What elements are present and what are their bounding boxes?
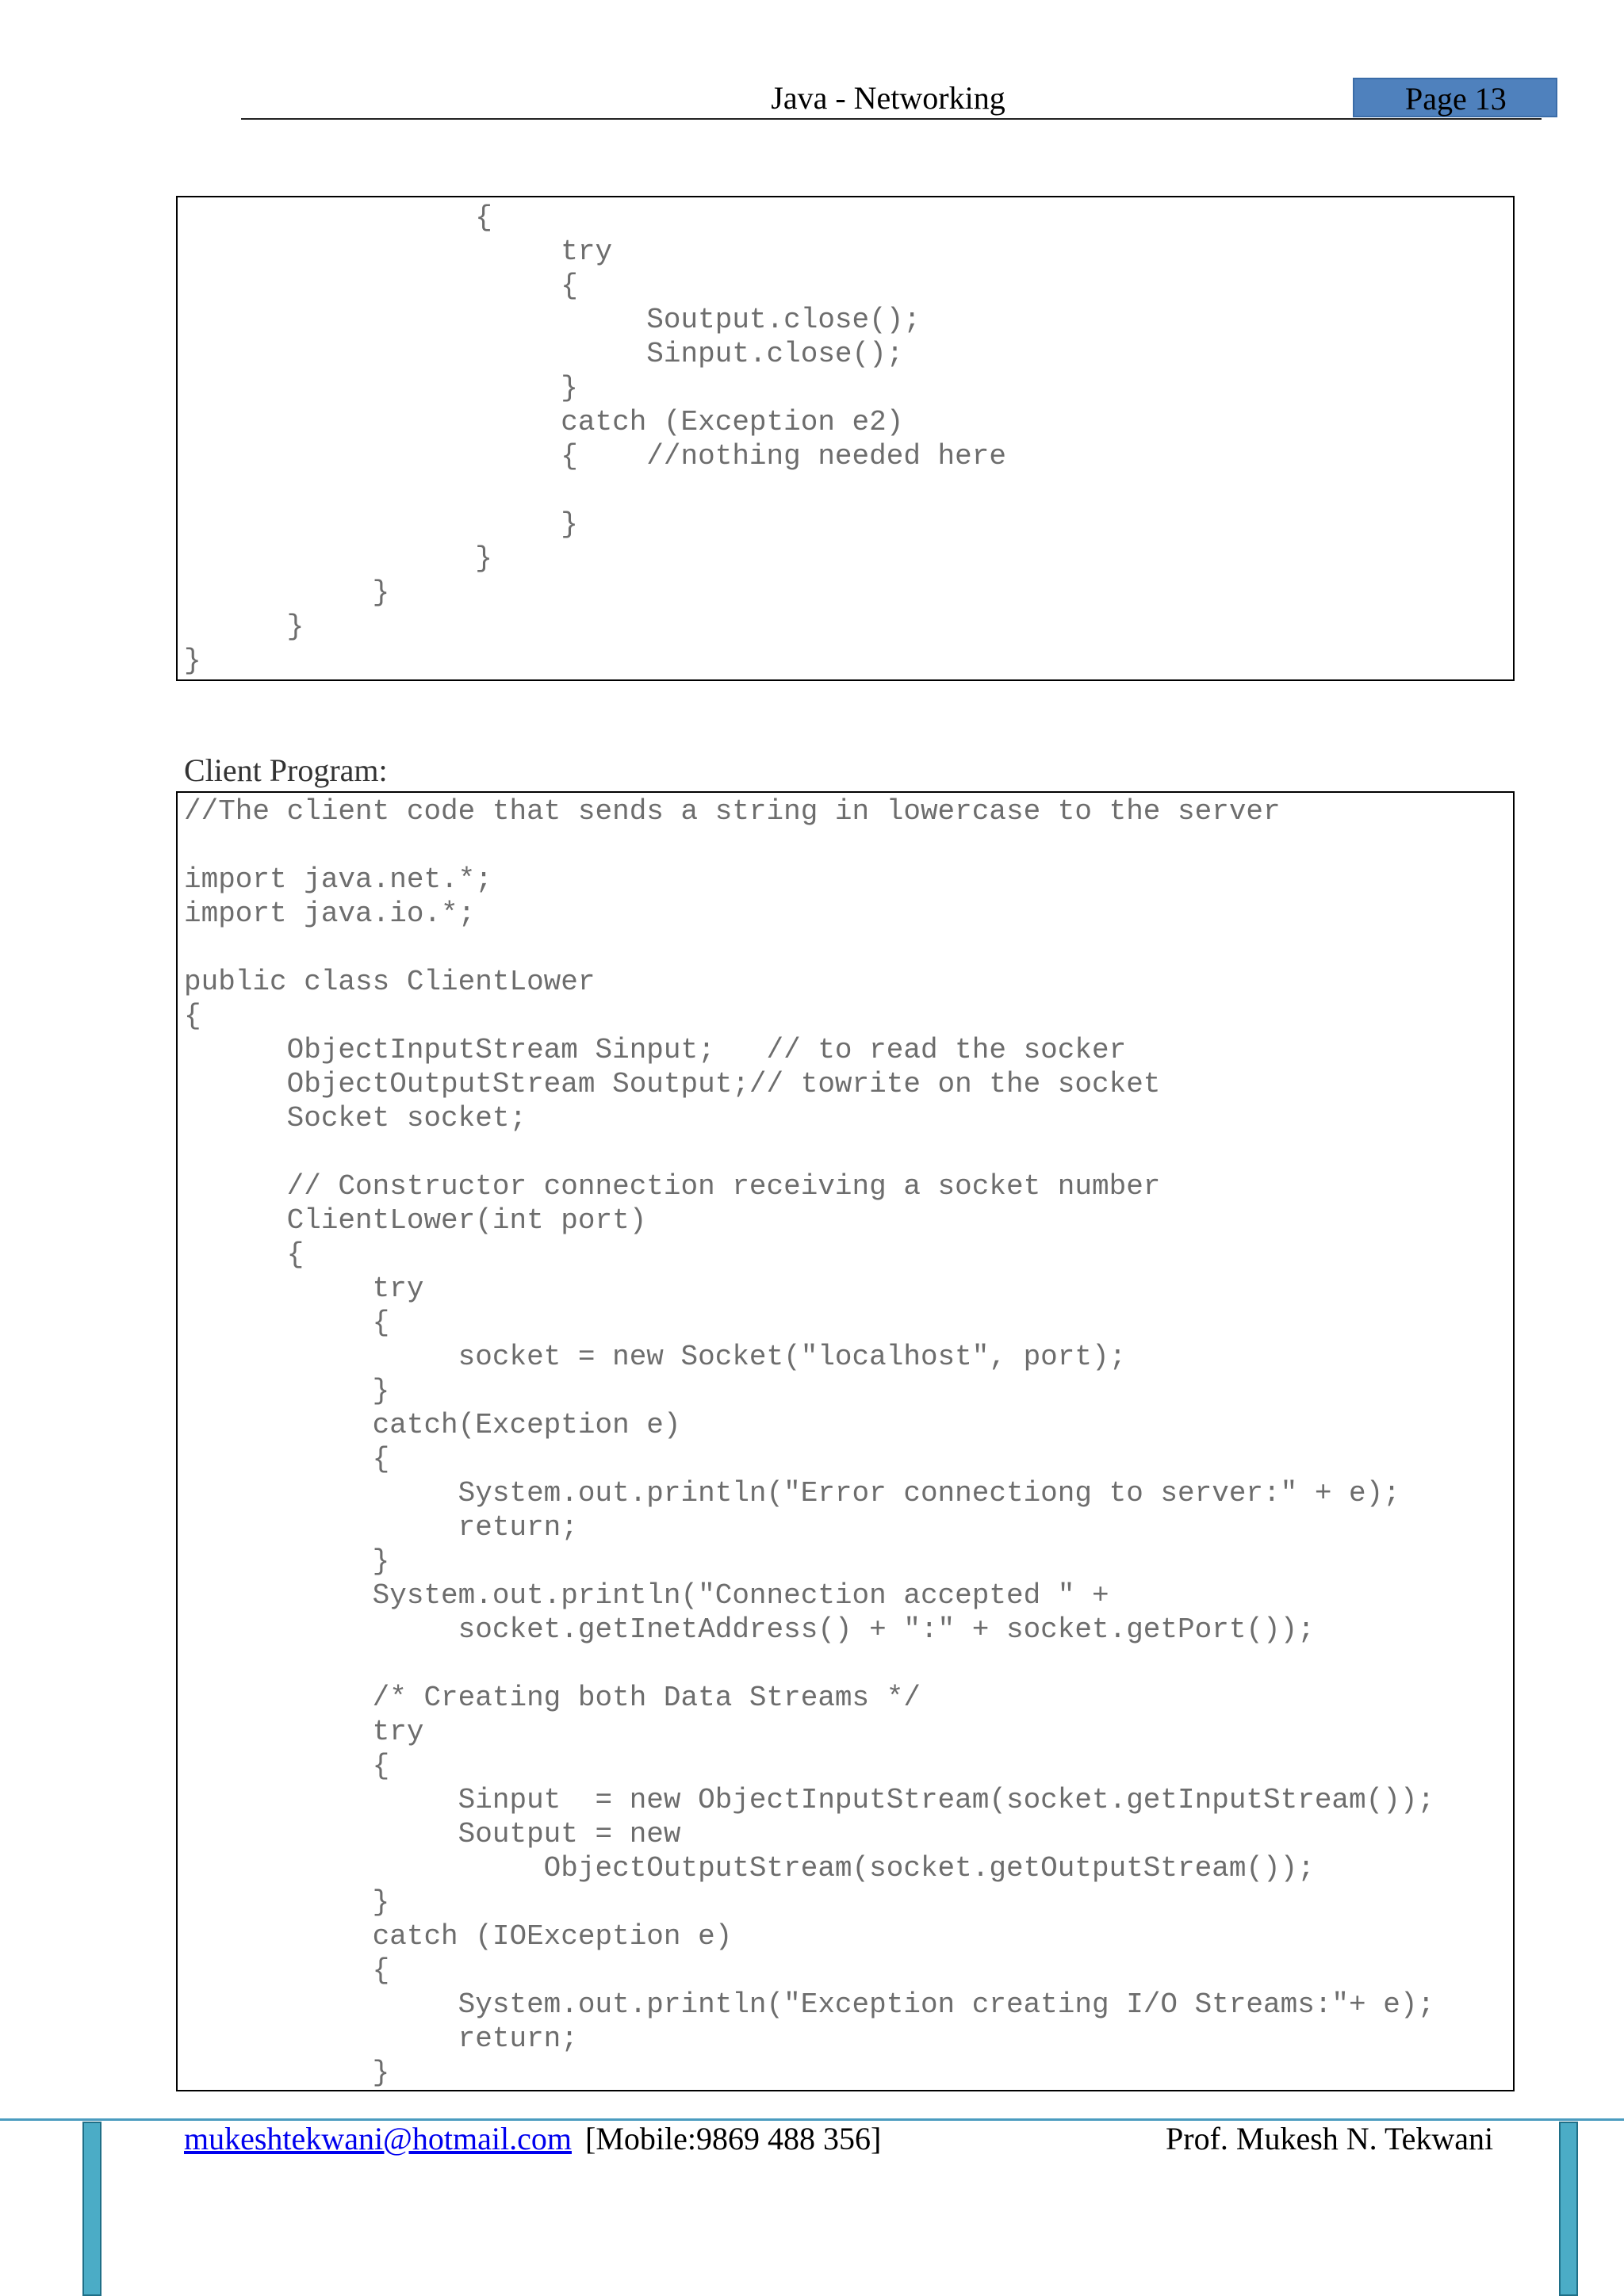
footer-email-link[interactable]: mukeshtekwani@hotmail.com bbox=[184, 2121, 572, 2156]
section-heading-client-program: Client Program: bbox=[184, 752, 388, 788]
document-title: Java - Networking bbox=[771, 80, 1005, 116]
code-block-server-end bbox=[176, 196, 1515, 681]
page-number-label: Page 13 bbox=[1405, 81, 1507, 117]
header-divider bbox=[241, 118, 1542, 120]
code-text-client-program: //The client code that sends a string in lowercase to the server import java.net.*; import java.io.*; public class ClientLower { ObjectInputStream Sinput; // to read the socker ObjectOutputStream Soutput;// towrite on the socket Socket socket; // Constructor connection receiving a socket number ClientLower(int port) { try { socket = new Socket("localhost", port); } catch(Exception e) { System.out.println("Error connectiong to server:" + e); return; } System.out.println("Connection accepted " + socket.getInetAddress() + ":" + socket.getPort()); /* Creating both Data Streams */ try { Sinput = new ObjectInputStream(socket.getInputStream()); Soutput = new ObjectOutputStream(socket.getOutputStream()); } catch (IOException e) { System.out.println("Exception creating I/O Streams:"+ e); return; } bbox=[184, 795, 1435, 2089]
footer-mobile-number: [Mobile:9869 488 356] bbox=[585, 2121, 882, 2156]
page-number-badge bbox=[1353, 78, 1557, 117]
footer-right-bar bbox=[1559, 2122, 1578, 2296]
code-text-server-end: { try { Soutput.close(); Sinput.close(); } catch (Exception e2) { //nothing needed here } } } } } bbox=[184, 201, 1006, 677]
footer-left-bar bbox=[82, 2122, 102, 2296]
footer-author-name: Prof. Mukesh N. Tekwani bbox=[1166, 2121, 1494, 2156]
code-block-client-program bbox=[176, 791, 1515, 2091]
